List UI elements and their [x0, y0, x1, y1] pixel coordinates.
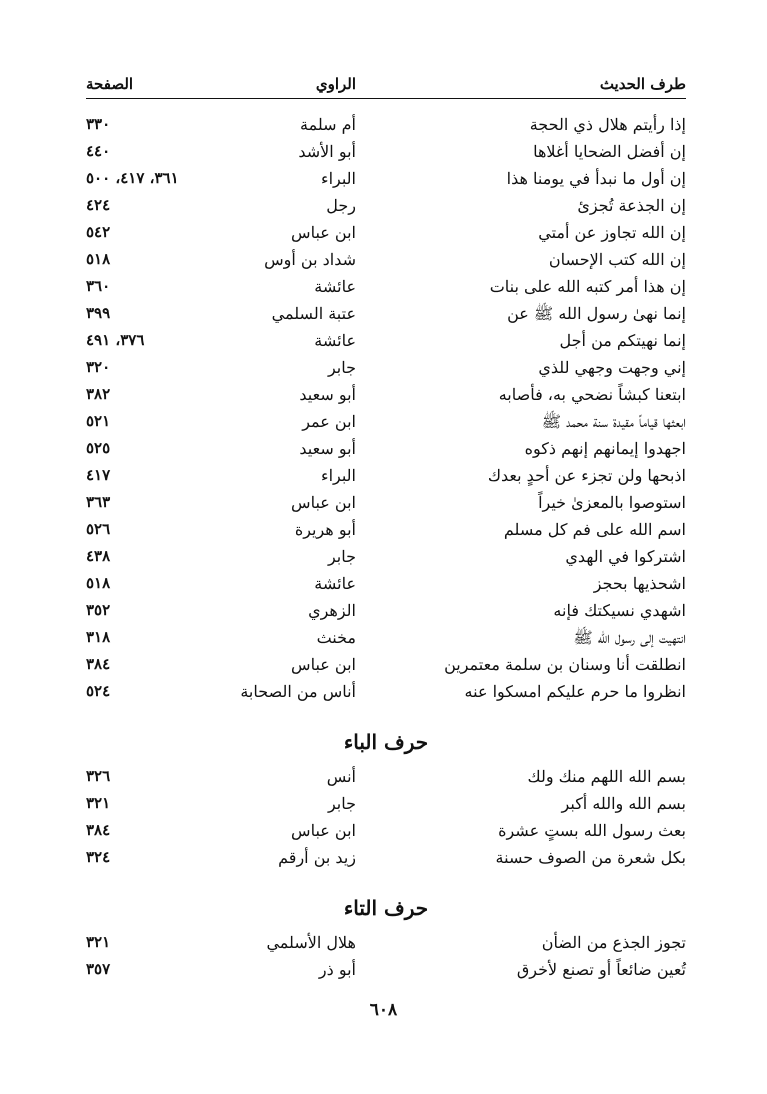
page-cell: ٥٢١ — [86, 412, 111, 430]
hadith-cell: اجهدوا إيمانهم إنهم ذكوه — [524, 439, 686, 458]
table-row — [86, 929, 686, 956]
header-page: الصفحة — [86, 75, 134, 93]
table-row — [86, 624, 686, 651]
rawi-cell: ابن عباس — [291, 655, 356, 674]
table-row — [86, 844, 686, 871]
page-cell: ٥٢٤ — [86, 682, 111, 700]
table-row — [86, 462, 686, 489]
page-cell: ٣٩٩ — [86, 304, 111, 322]
rawi-cell: أبو الأشد — [298, 142, 356, 161]
section-title-taa: حرف التاء — [343, 896, 429, 920]
rawi-cell: أناس من الصحابة — [240, 682, 356, 701]
rawi-cell: البراء — [321, 466, 356, 485]
hadith-cell: إن هذا أمر كتبه الله على بنات — [489, 277, 686, 296]
hadith-cell: إني وجهت وجهي للذي — [538, 358, 686, 377]
rawi-cell: عائشة — [314, 277, 356, 296]
hadith-cell: تُعين ضائعاً أو تصنع لأخرق — [516, 960, 686, 979]
rawi-cell: أبو سعيد — [299, 439, 356, 458]
hadith-cell: انتهيت إلى رسول الله ﷺ — [573, 628, 686, 647]
hadith-cell: انطلقت أنا وسنان بن سلمة معتمرين — [444, 655, 686, 674]
table-row — [86, 763, 686, 790]
page-cell: ٣٨٤ — [86, 655, 111, 673]
section-title-baa: حرف الباء — [343, 730, 429, 754]
rawi-cell: أنس — [326, 767, 356, 786]
page-cell: ٤٣٨ — [86, 547, 111, 565]
hadith-cell: بسم الله والله أكبر — [561, 794, 686, 813]
table-row — [86, 327, 686, 354]
hadith-cell: استوصوا بالمعزىٰ خيراً — [538, 493, 686, 512]
page-cell: ٤٢٤ — [86, 196, 111, 214]
rawi-cell: أم سلمة — [300, 115, 356, 134]
hadith-cell: بعث رسول الله بستٍ عشرة — [498, 821, 686, 840]
hadith-cell: اشحذيها بحجز — [593, 574, 686, 593]
hadith-cell: إن الجذعة تُجزئ — [577, 196, 686, 215]
table-header — [86, 70, 686, 99]
rawi-cell: الزهري — [308, 601, 356, 620]
hadith-cell: إذا رأيتم هلال ذي الحجة — [529, 115, 686, 134]
page-cell: ٣٦٣ — [86, 493, 111, 511]
table-row — [86, 516, 686, 543]
table-row — [86, 408, 686, 435]
table-row — [86, 165, 686, 192]
hadith-cell: اشتركوا في الهدي — [565, 547, 686, 566]
rawi-cell: جابر — [327, 794, 356, 813]
page-cell: ٣٢٠ — [86, 358, 111, 376]
table-row — [86, 543, 686, 570]
rawi-cell: زيد بن أرقم — [278, 848, 356, 867]
hadith-cell: إن الله كتب الإحسان — [548, 250, 686, 269]
rawi-cell: ابن عباس — [291, 821, 356, 840]
table-row — [86, 246, 686, 273]
table-row — [86, 570, 686, 597]
hadith-cell: اشهدي نسيكتك فإنه — [553, 601, 686, 620]
header-hadith: طرف الحديث — [599, 75, 686, 93]
rawi-cell: أبو سعيد — [299, 385, 356, 404]
hadith-cell: ابعثها قياماً مقيدة سنة محمد ﷺ — [541, 412, 686, 431]
page-cell: ٣٨٤ — [86, 821, 111, 839]
rawi-cell: عتبة السلمي — [271, 304, 356, 323]
hadith-cell: إن أول ما نبدأ في يومنا هذا — [506, 169, 686, 188]
page-cell: ٤١٧ — [86, 466, 111, 484]
hadith-cell: اسم الله على فم كل مسلم — [503, 520, 686, 539]
table-row — [86, 651, 686, 678]
table-row — [86, 817, 686, 844]
hadith-cell: اذبحها ولن تجزء عن أحدٍ بعدك — [487, 466, 686, 485]
table-row — [86, 790, 686, 817]
hadith-cell: ابتعنا كبشاً نضحي به، فأصابه — [498, 385, 686, 404]
rawi-cell: عائشة — [314, 331, 356, 350]
rawi-cell: ابن عباس — [291, 223, 356, 242]
page-cell: ٣٦١، ٤١٧، ٥٠٠ — [86, 169, 179, 187]
rawi-cell: مخنث — [316, 628, 356, 647]
rawi-cell: أبو هريرة — [294, 520, 356, 539]
page-cell: ٥٢٦ — [86, 520, 111, 538]
table-row — [86, 273, 686, 300]
table-row — [86, 300, 686, 327]
section-baa-rows — [86, 763, 686, 871]
rawi-cell: البراء — [321, 169, 356, 188]
rawi-cell: عائشة — [314, 574, 356, 593]
page-cell: ٥٤٢ — [86, 223, 111, 241]
page-cell: ٣٢١ — [86, 794, 111, 812]
page-cell: ٣٥٢ — [86, 601, 111, 619]
hadith-cell: بسم الله اللهم منك ولك — [527, 767, 686, 786]
rawi-cell: جابر — [327, 547, 356, 566]
section-taa-rows — [86, 929, 686, 983]
hadith-cell: انظروا ما حرم عليكم امسكوا عنه — [464, 682, 686, 701]
page-cell: ٣٥٧ — [86, 960, 111, 978]
page-number: ٦٠٨ — [369, 1000, 398, 1020]
table-row — [86, 138, 686, 165]
page-cell: ٣٢١ — [86, 933, 111, 951]
table-row — [86, 435, 686, 462]
rawi-cell: هلال الأسلمي — [266, 933, 356, 952]
table-row — [86, 111, 686, 138]
rawi-cell: ابن عمر — [302, 412, 356, 431]
page-cell: ٣٧٦، ٤٩١ — [86, 331, 145, 349]
rawi-cell: جابر — [327, 358, 356, 377]
rawi-cell: رجل — [326, 196, 356, 215]
page-cell: ٣٦٠ — [86, 277, 111, 295]
hadith-cell: إنما نهيتكم من أجل — [559, 331, 686, 350]
header-rawi: الراوي — [315, 75, 356, 93]
rawi-cell: أبو ذر — [318, 960, 356, 979]
table-row — [86, 956, 686, 983]
page-cell: ٣١٨ — [86, 628, 111, 646]
page-cell: ٣٢٦ — [86, 767, 111, 785]
table-row — [86, 597, 686, 624]
page-cell: ٣٣٠ — [86, 115, 111, 133]
table-row — [86, 489, 686, 516]
page-cell: ٣٢٤ — [86, 848, 111, 866]
hadith-cell: إن أفضل الضحايا أغلاها — [533, 142, 686, 161]
table-row — [86, 192, 686, 219]
table-row — [86, 678, 686, 705]
section-alif-rows — [86, 111, 686, 705]
hadith-cell: تجوز الجذع من الضأن — [541, 933, 686, 952]
hadith-cell: بكل شعرة من الصوف حسنة — [495, 848, 686, 867]
hadith-cell: إن الله تجاوز عن أمتي — [538, 223, 686, 242]
page-cell: ٥١٨ — [86, 574, 111, 592]
page-cell: ٥٢٥ — [86, 439, 111, 457]
page-cell: ٤٤٠ — [86, 142, 111, 160]
rawi-cell: شداد بن أوس — [264, 250, 356, 269]
page-cell: ٥١٨ — [86, 250, 111, 268]
page-cell: ٣٨٢ — [86, 385, 111, 403]
hadith-cell: إنما نهىٰ رسول الله ﷺ عن — [507, 304, 686, 323]
table-row — [86, 354, 686, 381]
table-row — [86, 381, 686, 408]
rawi-cell: ابن عباس — [291, 493, 356, 512]
table-row — [86, 219, 686, 246]
